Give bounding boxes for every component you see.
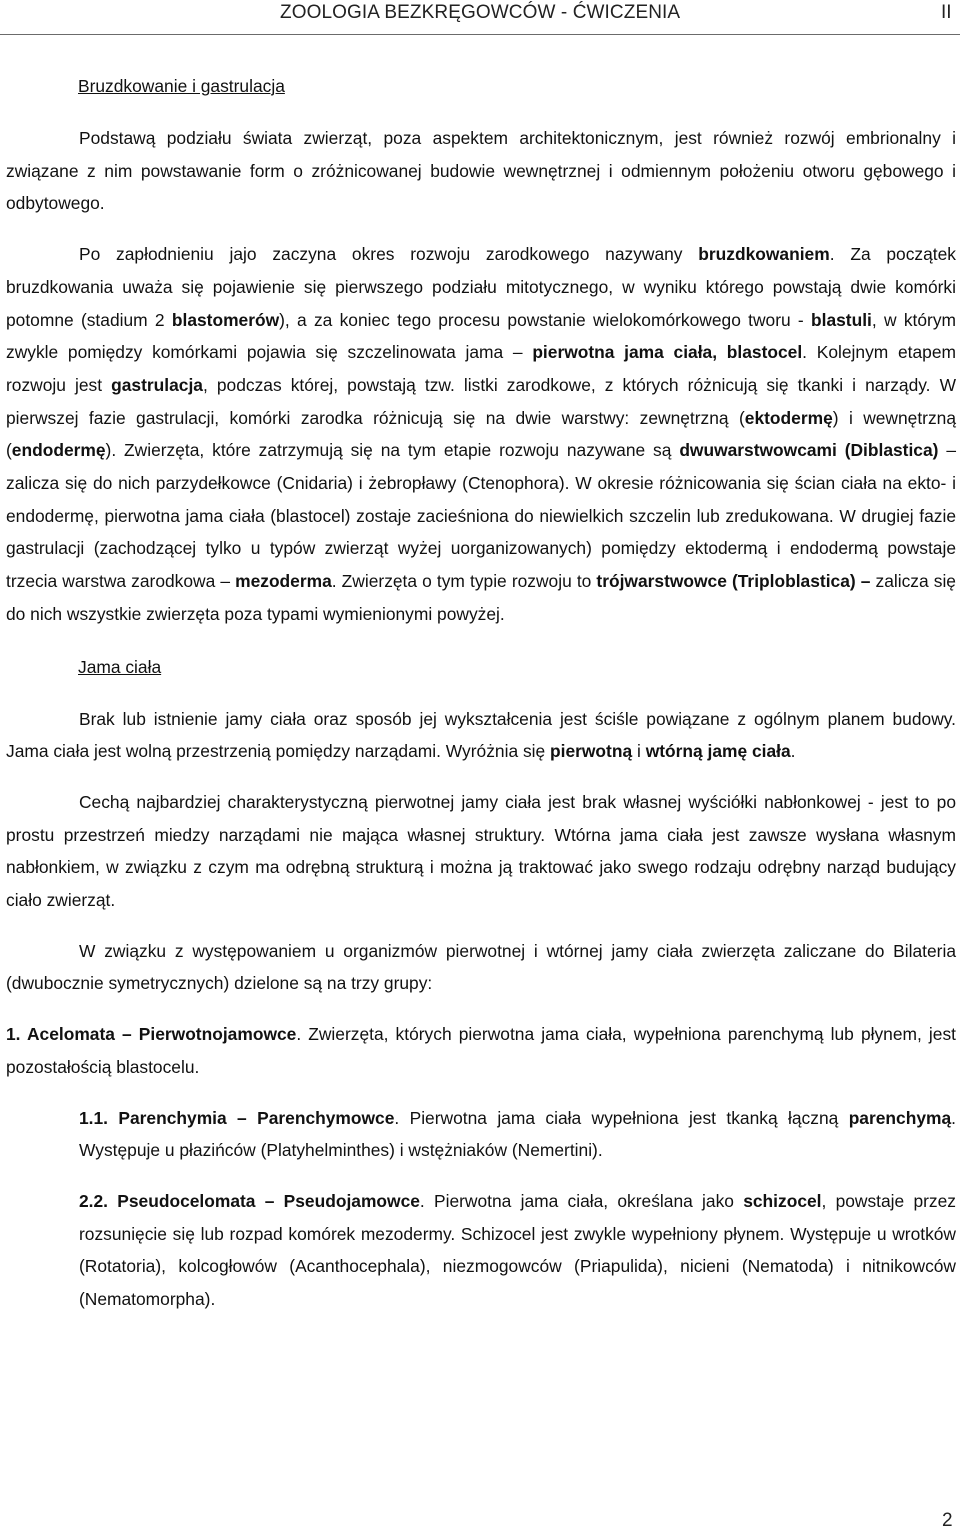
page-number: 2 — [942, 1510, 953, 1531]
list-item-parenchymia: 1.1. Parenchymia – Parenchymowce. Pierwotna jama ciała wypełniona jest tkanką łączną parenchymą. Występuje u płazińców (Platyhelminthes) i wstężniaków (Nemertini). — [79, 1107, 956, 1161]
paragraph-cleavage: Po zapłodnieniu jajo zaczyna okres rozwoju zarodkowego nazywany bruzdkowaniem. Za początek bruzdkowania uważa się pojawienie się pierwszego podziału mitotycznego, w wyniku którego powstają dwie komórki potomne (stadium 2 blastomerów), a za koniec tego procesu powstanie wielokomórkowego tworu - blastuli, w którym zwykle pomiędzy komórkami pojawia się szczelinowata jama – pierwotna jama ciała, blastocel. Kolejnym etapem rozwoju jest gastrulacja, podczas której, powstają tzw. listki zarodkowe, z których różnicują się tkanki i narządy. W pierwszej fazie gastrulacji, komórki zarodka różnicują się na dwie warstwy: zewnętrzną (ektodermę) i wewnętrzną (endodermę). Zwierzęta, które zatrzymują się na tym etapie rozwoju nazywane są dwuwarstwowcami (Diblastica) – zalicza się do nich parzydełkowce (Cnidaria) i żebropławy (Ctenophora). W okresie różnicowania się ścian ciała na ekto- i endodermę, pierwotna jama ciała (blastocel) zostaje zacieśniona do niewielkich szczelin lub zredukowana. W drugiej fazie gastrulacji (zachodzącej tylko u typów zwierząt wyżej uorganizowanych) pomiędzy ektodermą i endodermą powstaje trzecia warstwa zarodkowa – mezoderma. Zwierzęta o tym typie rozwoju to trójwarstwowce (Triploblastica) – zalicza się do nich wszystkie zwierzęta poza typami wymienionymi powyżej. — [6, 244, 956, 624]
document-body — [6, 68, 956, 1316]
paragraph-bilateria-groups: W związku z występowaniem u organizmów pierwotnej i wtórnej jamy ciała zwierzęta zaliczane do Bilateria (dwubocznie symetrycznych) dzielone są na trzy grupy: — [6, 940, 956, 994]
section-heading-gastrulation: Bruzdkowanie i gastrulacja — [78, 76, 285, 96]
list-item-acelomata: 1. Acelomata – Pierwotnojamowce. Zwierzęta, których pierwotna jama ciała, wypełniona parenchymą lub płynem, jest pozostałością blastocelu. — [6, 1024, 956, 1077]
section-number: II — [941, 2, 952, 23]
paragraph-body-cavity: Brak lub istnienie jamy ciała oraz sposób jej wykształcenia jest ściśle powiązane z ogólnym planem budowy. Jama ciała jest wolną przestrzenią pomiędzy narządami. Wyróżnia się pierwotną i wtórną jamę ciała. — [6, 708, 956, 762]
header-divider — [0, 34, 960, 35]
document-title: ZOOLOGIA BEZKRĘGOWCÓW - ĆWICZENIA — [280, 2, 681, 23]
paragraph-intro: Podstawą podziału świata zwierząt, poza aspektem architektonicznym, jest również rozwój embrionalny i związane z nim powstawanie form o zróżnicowanej budowie wewnętrznej i odmiennym położeniu otworu gębowego i odbytowego. — [6, 128, 956, 214]
paragraph-cavity-features: Cechą najbardziej charakterystyczną pierwotnej jamy ciała jest brak własnej wyściółki nabłonkowej - jest to po prostu przestrzeń miedzy narządami nie mająca własnej struktury. Wtórna jama ciała jest zawsze wysłana własnym nabłonkiem, w związku z czym ma odrębną strukturą i można ją traktować jako swego rodzaju odrębny narząd budujący ciało zwierząt. — [6, 791, 956, 911]
section-heading-body-cavity: Jama ciała — [78, 656, 162, 677]
list-item-pseudocelomata: 2.2. Pseudocelomata – Pseudojamowce. Pierwotna jama ciała, określana jako schizocel, powstaje przez rozsunięcie się lub rozpad komórek mezodermy. Schizocel jest zwykle wypełniony płynem. Występuje u wrotków (Rotatoria), kolcogłowów (Acanthocephala), niezmogowców (Priapulida), nicieni (Nematoda) i nitnikowców (Nematomorpha). — [79, 1190, 956, 1310]
page-header — [0, 0, 960, 34]
